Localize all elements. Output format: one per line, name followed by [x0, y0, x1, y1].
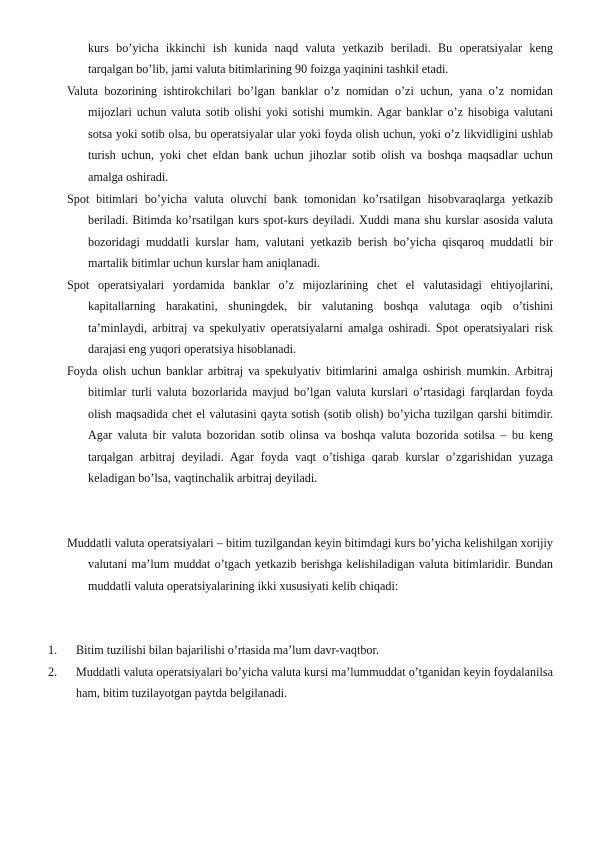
- paragraph-forward-operations: Muddatli valuta operatsiyalari – bitim tuzilgandan keyin bitimdagi kurs bo’yicha kelishilgan xorijiy valutani ma’lum muddat o’tgach yetkazib berishga kelishiladigan valuta bitimlaridir. Bundan muddatli valuta operatsiyalarining ikki xususiyati kelib chiqadi:: [67, 536, 553, 593]
- list-item-text: Bitim tuzilishi bilan bajarilishi o’rtasida ma’lum davr-vaqtbor.: [76, 643, 379, 657]
- list-item-number: 2.: [48, 665, 58, 679]
- paragraph-continuation: kurs bo’yicha ikkinchi ish kunida naqd valuta yetkazib beriladi. Bu operatsiyalar keng tarqalgan bo’lib, jami valuta bitimlarining 90 foizga yaqinini tashkil etadi.: [88, 41, 553, 77]
- list-item: [48, 640, 553, 661]
- paragraph-spot-deals: Spot bitimlari bo’yicha valuta oluvchi bank tomonidan ko’rsatilgan hisobvaraqlarga yetkazib beriladi. Bitimda ko’rsatilgan kurs spot-kurs deyiladi. Xuddi mana shu kurslar asosida valuta bozoridagi muddatli kurslar ham, valutani yetkazib berish bo’yicha qisqaroq muddatli bir martalik bitimlar uchun kurslar ham aniqlanadi.: [67, 192, 553, 271]
- list-item-number: 1.: [48, 643, 58, 657]
- paragraph-spot-operations: Spot operatsiyalari yordamida banklar o’z mijozlarining chet el valutasidagi ehtiyojlarini, kapitallarning harakatini, shuningdek, bir valutaning boshqa valutaga oqib o’tishini ta’minlaydi, arbitraj va spekulyativ operatsiyalarni amalga oshiradi. Spot operatsiyalari risk darajasi eng yuqori operatsiya hisoblanadi.: [67, 278, 553, 357]
- list-item-text: Muddatli valuta operatsiyalari bo’yicha valuta kursi ma’lummuddat o’tganidan keyin foydalanilsa ham, bitim tuzilayotgan paytda belgilanadi.: [76, 665, 553, 701]
- list-item: [48, 662, 553, 705]
- paragraph-arbitrage: Foyda olish uchun banklar arbitraj va spekulyativ bitimlarini amalga oshirish mumkin. Arbitraj bitimlar turli valuta bozorlarida mavjud bo’lgan valuta kurslari o’rtasidagi farqlardan foyda olish maqsadida chet el valutasini qayta sotish (sotib olish) bo’yicha tuzilgan qarshi bitimdir. Agar valuta bir valuta bozoridan sotib olinsa va boshqa valuta bozorida sotilsa – bu keng tarqalgan arbitraj deyiladi. Agar foyda vaqt o’tishiga qarab kurslar o’zgarishidan yuzaga keladigan bo’lsa, vaqtinchalik arbitraj deyiladi.: [67, 364, 553, 486]
- paragraph-banks-as-participants: Valuta bozorining ishtirokchilari bo’lgan banklar o’z nomidan o’zi uchun, yana o’z nomidan mijozlari uchun valuta sotib olishi yoki sotishi mumkin. Agar banklar o’z hisobiga valutani sotsa yoki sotib olsa, bu operatsiyalar ular yoki foyda olish uchun, yoki o’z likvidligini ushlab turish uchun, yoki chet eldan bank uchun jihozlar sotib olish va boshqa maqsadlar uchun amalga oshiradi.: [67, 84, 553, 184]
